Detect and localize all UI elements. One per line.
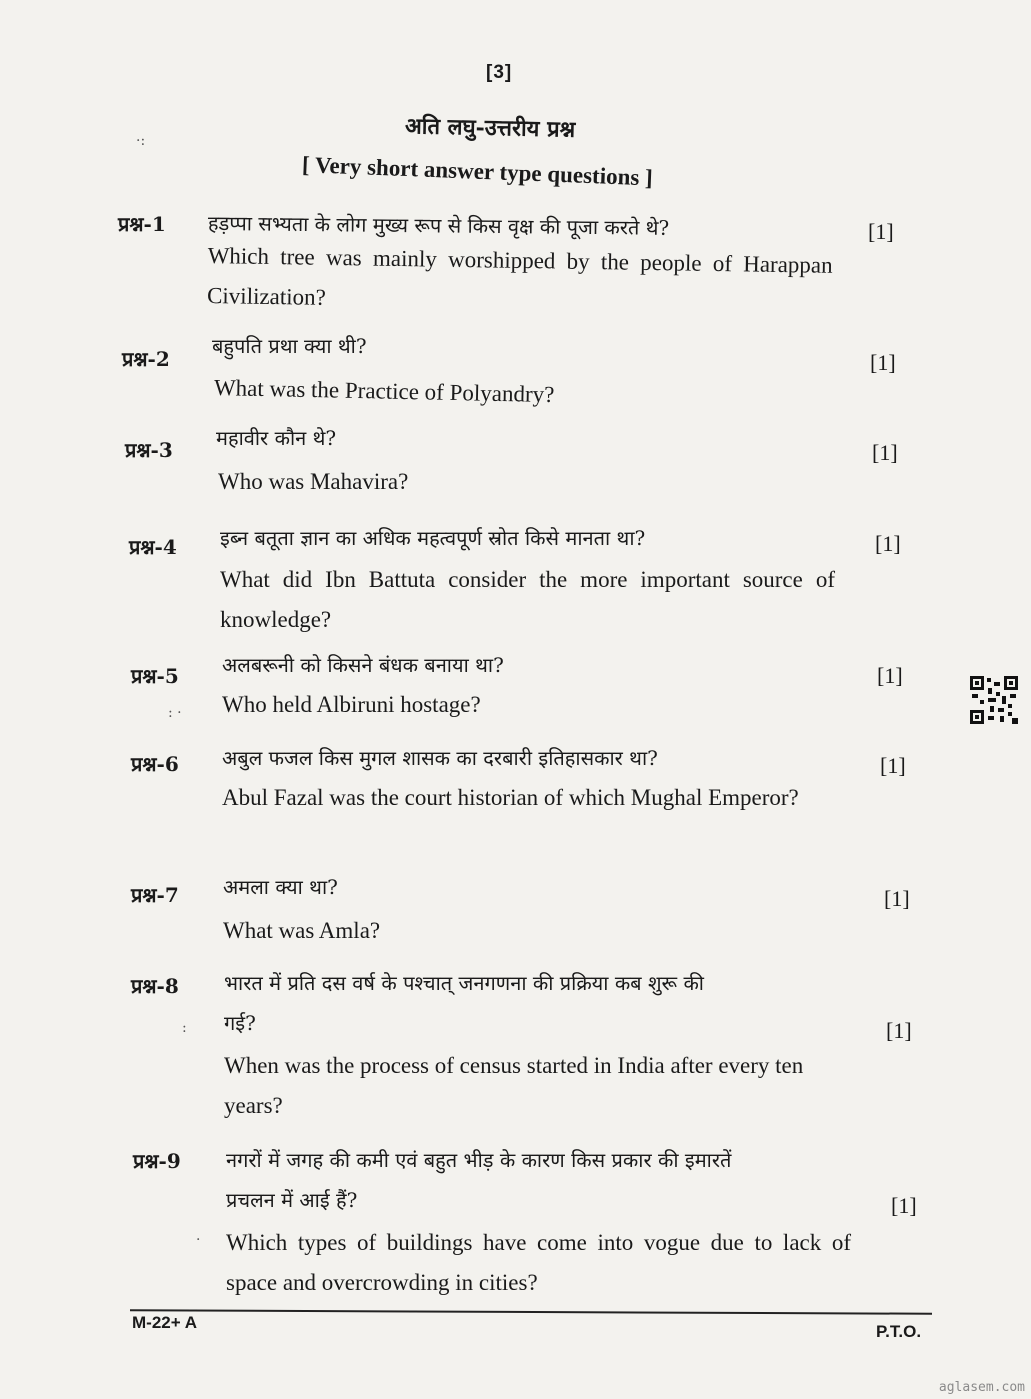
question-text-english: Who held Albiruni hostage? (222, 692, 481, 717)
scan-speck: : · (168, 705, 182, 721)
footer-divider (130, 1309, 932, 1314)
question-text-english: When was the process of census started in India after every ten years? (224, 1053, 804, 1118)
question-text-hindi: इब्न बतूता ज्ञान का अधिक महत्वपूर्ण स्रोत किसे मानता था? (220, 526, 646, 550)
question-label: प्रश्न-9 (133, 1149, 181, 1173)
question-text-english: What was the Practice of Polyandry? (213, 375, 555, 408)
question-text-hindi: महावीर कौन थे? (216, 426, 337, 450)
question-label: प्रश्न-8 (131, 974, 179, 998)
question-marks: [1] (875, 531, 901, 556)
scan-speck: · (196, 1232, 201, 1248)
scan-speck: : (182, 1020, 187, 1036)
section-title-hindi: अति लघु-उत्तरीय प्रश्न (404, 113, 576, 143)
question-text-hindi: गई? (224, 1011, 256, 1035)
question-marks: [1] (884, 886, 910, 911)
question-text-hindi: अलबरूनी को किसने बंधक बनाया था? (222, 653, 504, 677)
question-label: प्रश्न-2 (122, 347, 170, 371)
question-text-english: What was Amla? (223, 918, 381, 943)
paper-code: M-22+ A (132, 1313, 198, 1332)
question-marks: [1] (877, 663, 903, 688)
question-label: प्रश्न-7 (131, 883, 179, 907)
scan-speck: ·: (136, 133, 146, 149)
section-title-english: [ Very short answer type questions ] (301, 152, 654, 191)
question-marks: [1] (886, 1018, 912, 1043)
question-marks: [1] (891, 1193, 917, 1218)
question-text-hindi: प्रचलन में आई हैं? (226, 1188, 358, 1212)
question-marks: [1] (880, 753, 906, 778)
question-label: प्रश्न-4 (129, 535, 177, 559)
question-label: प्रश्न-5 (131, 664, 179, 688)
question-text-english: Which tree was mainly worshipped by the people of Harappan Civilization? (206, 242, 833, 310)
qr-code-icon (970, 676, 1018, 724)
question-text-hindi: नगरों में जगह की कमी एवं बहुत भीड़ के कारण किस प्रकार की इमारतें (226, 1148, 732, 1172)
question-marks: [1] (868, 219, 894, 244)
question-text-english: Who was Mahavira? (218, 469, 409, 494)
please-turn-over: P.T.O. (876, 1322, 922, 1341)
question-marks: [1] (870, 350, 896, 375)
question-marks: [1] (872, 440, 898, 465)
question-text-hindi: अमला क्या था? (223, 875, 338, 899)
watermark: aglasem.com (938, 1380, 1025, 1395)
question-label: प्रश्न-1 (118, 212, 166, 236)
page-number: [3] (486, 62, 513, 83)
question-label: प्रश्न-6 (131, 752, 179, 776)
question-label: प्रश्न-3 (125, 438, 173, 462)
question-text-english: Which types of buildings have come into vogue due to lack of space and overcrowding in cities? (226, 1230, 851, 1295)
question-text-hindi: बहुपति प्रथा क्या थी? (212, 334, 367, 358)
question-text-english: Abul Fazal was the court historian of which Mughal Emperor? (222, 785, 799, 810)
question-text-hindi: अबुल फजल किस मुगल शासक का दरबारी इतिहासकार था? (222, 746, 658, 770)
question-text-hindi: भारत में प्रति दस वर्ष के पश्चात् जनगणना की प्रक्रिया कब शुरू की (224, 971, 704, 995)
question-text-hindi: हड़प्पा सभ्यता के लोग मुख्य रूप से किस वृक्ष की पूजा करते थे? (207, 211, 670, 240)
question-text-english: What did Ibn Battuta consider the more important source of knowledge? (220, 567, 835, 632)
